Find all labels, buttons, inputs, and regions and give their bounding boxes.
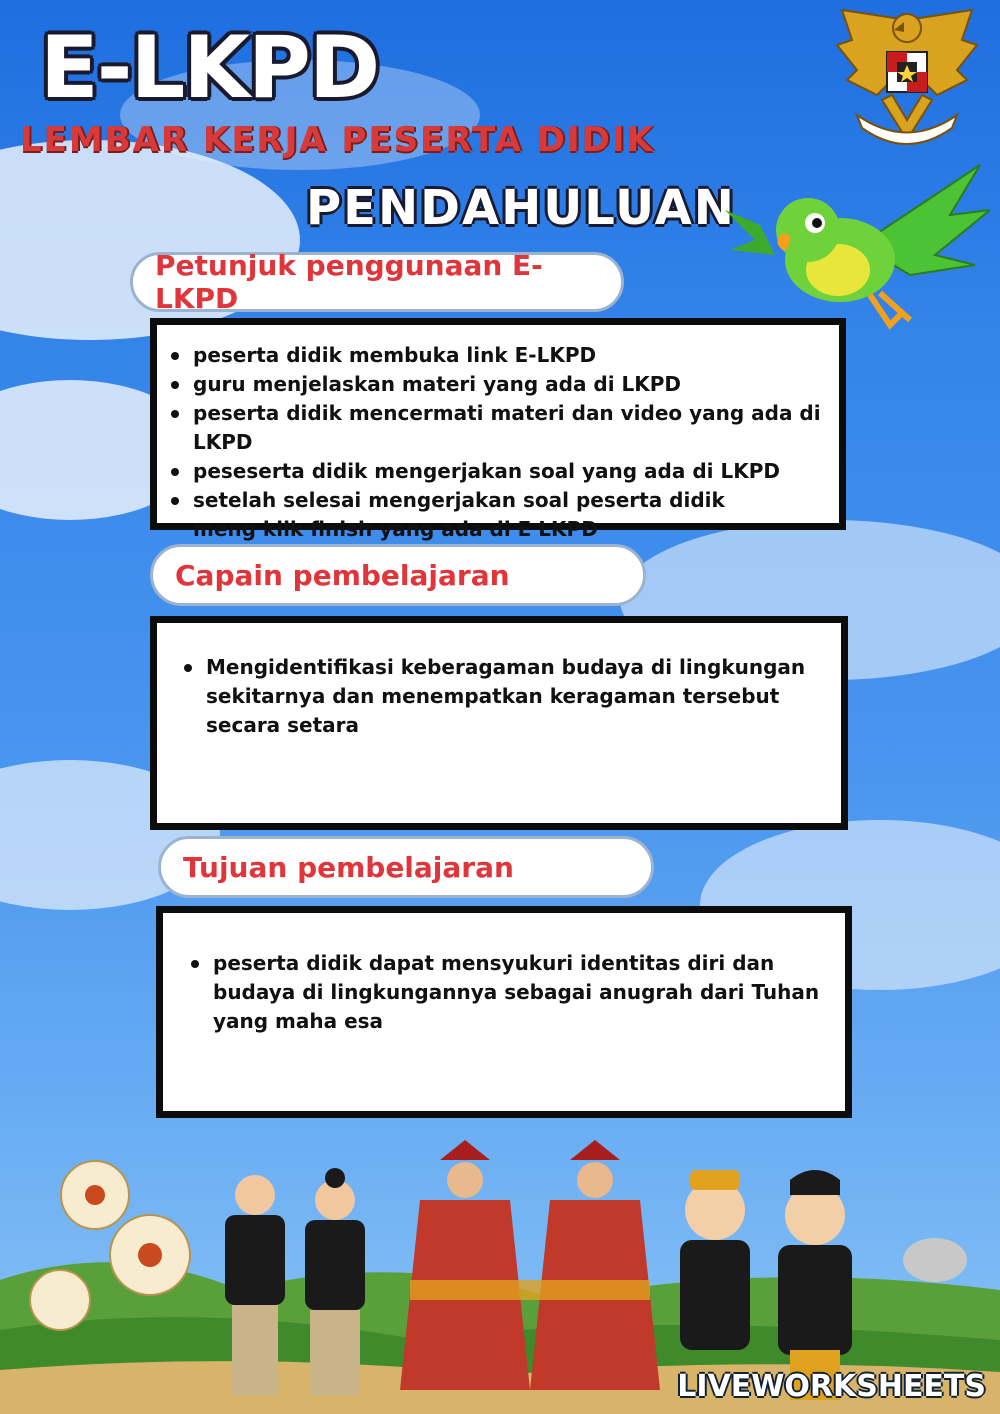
liveworksheets-brand[interactable]: LIVEWORKSHEETS (677, 1369, 986, 1404)
learning-objectives-box (156, 906, 852, 1118)
list-item: setelah selesai mengerjakan soal peserta didik meng klik finish yang ada di E LKPD (193, 486, 829, 544)
heading-usage-instructions: Petunjuk penggunaan E-LKPD (130, 252, 624, 312)
list-item: peserta didik mencermati materi dan video yang ada di LKPD (193, 399, 829, 457)
page-subtitle: LEMBAR KERJA PESERTA DIDIK (20, 120, 655, 160)
list-item: Mengidentifikasi keberagaman budaya di lingkungan sekitarnya dan menempatkan keragaman tersebut secara setara (206, 653, 833, 740)
garuda-emblem-icon (832, 0, 982, 155)
learning-outcomes-box (150, 616, 848, 830)
heading-learning-objectives: Tujuan pembelajaran (158, 836, 654, 898)
section-title: PENDAHULUAN (306, 180, 736, 236)
usage-instructions-box (150, 318, 846, 541)
list-item: peserta didik dapat mensyukuri identitas diri dan budaya di lingkungannya sebagai anugrah dari Tuhan yang maha esa (213, 949, 837, 1036)
green-parrot-icon (720, 155, 990, 330)
list-item: guru menjelaskan materi yang ada di LKPD (193, 370, 829, 399)
list-item: peseserta didik mengerjakan soal yang ada di LKPD (193, 457, 829, 486)
learning-outcomes-list (206, 653, 833, 740)
cultural-scene-illustration (0, 1100, 1000, 1414)
list-item: peserta didik membuka link E-LKPD (193, 341, 829, 370)
learning-objectives-list (213, 949, 837, 1036)
page-title: E-LKPD (40, 18, 379, 118)
usage-instructions-list (193, 341, 829, 544)
heading-learning-outcomes: Capain pembelajaran (150, 544, 646, 606)
